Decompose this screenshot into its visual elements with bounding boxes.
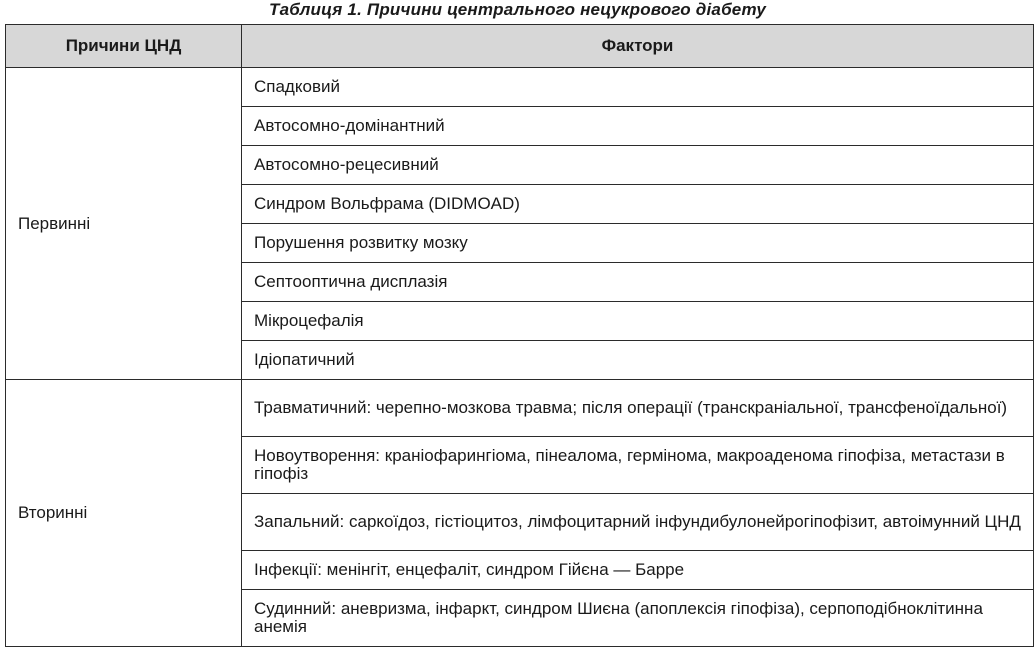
factor-cell: Судинний: аневризма, інфаркт, синдром Шиєна (апоплексія гіпофіза), серпоподібноклітинна анемія [242,590,1034,647]
factor-cell: Порушення розвитку мозку [242,224,1034,263]
factor-cell: Травматичний: черепно-мозкова травма; після операції (транскраніальної, трансфеноїдальної) [242,380,1034,437]
factor-cell: Запальний: саркоїдоз, гістіоцитоз, лімфоцитарний інфундибулонейрогіпофізит, автоімунний ЦНД [242,494,1034,551]
factor-cell: Автосомно-домінантний [242,107,1034,146]
factor-cell: Септооптична дисплазія [242,263,1034,302]
table-row [6,380,1034,437]
cause-primary: Первинні [6,68,242,380]
table-header-row [6,25,1034,68]
factor-cell: Синдром Вольфрама (DIDMOAD) [242,185,1034,224]
factor-cell: Мікроцефалія [242,302,1034,341]
factor-cell: Автосомно-рецесивний [242,146,1034,185]
header-causes: Причини ЦНД [6,25,242,68]
factor-cell: Інфекції: менінгіт, енцефаліт, синдром Гійєна — Барре [242,551,1034,590]
table-row [6,68,1034,107]
factor-cell: Ідіопатичний [242,341,1034,380]
header-factors: Фактори [242,25,1034,68]
causes-table [5,24,1034,647]
table-caption: Таблиця 1. Причини центрального нецукрового діабету [269,0,766,19]
factor-cell: Новоутворення: краніофарингіома, пінеалома, гермінома, макроаденома гіпофіза, метастази в гіпофіз [242,437,1034,494]
cause-secondary: Вторинні [6,380,242,647]
factor-cell: Спадковий [242,68,1034,107]
